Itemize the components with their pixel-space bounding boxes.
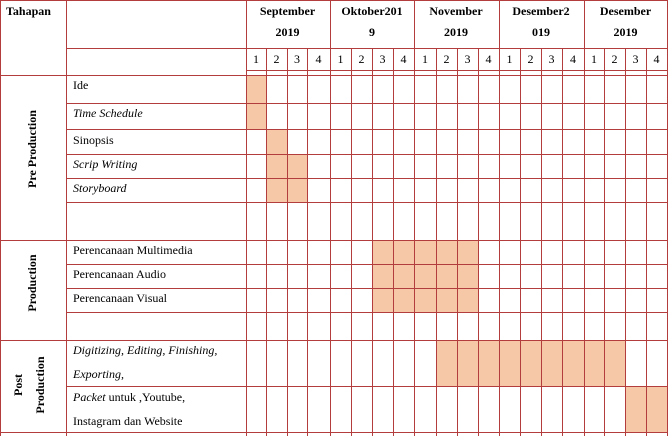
- schedule-fill-cell: [267, 179, 287, 202]
- schedule-fill-cell: [267, 155, 287, 178]
- grid-line: [372, 48, 373, 436]
- month-header-desember-a: [499, 4, 583, 18]
- phase-label-production: Production: [25, 254, 39, 312]
- schedule-fill-cell: [437, 341, 457, 386]
- tahapan-header: Tahapan: [6, 4, 51, 18]
- month-year-desember-b: [584, 25, 667, 39]
- schedule-fill-cell: [394, 241, 414, 264]
- week-number: 1: [337, 52, 344, 66]
- week-number: 4: [570, 52, 576, 66]
- week-number: 2: [611, 52, 618, 66]
- phase-label-post-line2: Production: [33, 356, 47, 414]
- week-number: 4: [315, 52, 322, 66]
- month-label-line2: 2019: [444, 25, 468, 39]
- month-year-september: [246, 25, 329, 39]
- month-label-line2: 9: [369, 25, 375, 39]
- schedule-fill-cell: [647, 387, 667, 432]
- week-number: 2: [273, 52, 280, 66]
- month-year-oktober: [330, 25, 414, 39]
- grid-line: [66, 48, 668, 49]
- schedule-fill-cell: [458, 341, 478, 386]
- week-number: 3: [294, 52, 300, 66]
- month-label-line1: November: [429, 4, 483, 18]
- schedule-fill-cell: [373, 265, 393, 288]
- month-label-line2: 019: [532, 25, 550, 39]
- grid-line: [646, 48, 647, 436]
- task-sinopsis: Sinopsis: [73, 133, 114, 147]
- grid-line: [66, 103, 668, 104]
- grid-line: [0, 240, 668, 241]
- grid-line: [66, 202, 668, 203]
- week-number: 1: [506, 52, 513, 66]
- schedule-fill-cell: [458, 241, 478, 264]
- schedule-fill-cell: [458, 289, 478, 312]
- grid-line: [478, 48, 479, 436]
- task-scrip-writing: Scrip Writing: [73, 157, 138, 171]
- schedule-fill-cell: [605, 341, 625, 386]
- schedule-fill-cell: [437, 289, 457, 312]
- schedule-fill-cell: [415, 289, 436, 312]
- week-number: 3: [379, 52, 386, 66]
- grid-line: [66, 386, 668, 387]
- grid-line: [0, 0, 668, 1]
- schedule-fill-cell: [563, 341, 584, 386]
- week-number: 4: [400, 52, 407, 66]
- month-header-desember-b: [584, 4, 667, 18]
- grid-line: [66, 178, 668, 179]
- week-number: 1: [253, 52, 259, 66]
- grid-line: [66, 312, 668, 313]
- schedule-fill-cell: [288, 155, 307, 178]
- task-perencanaan-visual: Perencanaan Visual: [73, 291, 168, 305]
- month-header-oktober: [330, 4, 414, 18]
- grid-line: [307, 48, 308, 436]
- schedule-fill-cell: [415, 241, 436, 264]
- week-number: 2: [527, 52, 534, 66]
- month-label-line1: September: [259, 4, 316, 18]
- task-perencanaan-audio: Perencanaan Audio: [73, 267, 166, 281]
- month-header-september: [246, 4, 329, 18]
- month-year-november: [414, 25, 498, 39]
- schedule-fill-cell: [542, 341, 562, 386]
- grid-line: [0, 432, 668, 433]
- schedule-fill-cell: [415, 265, 436, 288]
- grid-line: [351, 48, 352, 436]
- schedule-fill-cell: [479, 341, 499, 386]
- month-year-desember-a: [499, 25, 583, 39]
- schedule-fill-cell: [437, 265, 457, 288]
- grid-line: [604, 48, 605, 436]
- month-label-line1: Oktober201: [341, 4, 403, 18]
- week-number: 1: [422, 52, 428, 66]
- grid-line: [0, 0, 1, 436]
- schedule-fill-cell: [626, 387, 646, 432]
- schedule-fill-cell: [521, 341, 541, 386]
- task-digitizing-line1: Digitizing, Editing, Finishing,: [73, 343, 218, 357]
- task-digitizing-line2: Exporting,: [73, 367, 124, 381]
- grid-line: [393, 48, 394, 436]
- grid-line: [541, 48, 542, 436]
- week-number: 3: [548, 52, 555, 66]
- schedule-fill-cell: [288, 179, 307, 202]
- grid-line: [457, 48, 458, 436]
- month-label-line2: 2019: [613, 25, 638, 39]
- grid-line: [330, 48, 331, 436]
- schedule-fill-cell: [394, 265, 414, 288]
- grid-line: [66, 0, 67, 436]
- task-packet-rest: untuk ,Youtube,: [105, 390, 186, 404]
- month-label-line1: Desember2: [512, 4, 570, 18]
- schedule-fill-cell: [458, 265, 478, 288]
- grid-line: [66, 264, 668, 265]
- task-packet-line1: [73, 390, 185, 404]
- phase-label-pre-production: Pre Production: [25, 110, 39, 188]
- month-header-november: [414, 4, 498, 18]
- grid-line: [0, 340, 668, 341]
- month-label-line2: 2019: [275, 25, 300, 39]
- week-number: 2: [358, 52, 365, 66]
- week-number: 3: [632, 52, 639, 66]
- task-perencanaan-multimedia: Perencanaan Multimedia: [73, 243, 193, 257]
- task-packet-italic: Packet: [73, 390, 106, 404]
- grid-line: [246, 48, 247, 436]
- schedule-fill-cell: [437, 241, 457, 264]
- month-label-line1: Desember: [599, 4, 652, 18]
- week-number: 4: [485, 52, 492, 66]
- task-storyboard: Storyboard: [73, 181, 127, 195]
- schedule-fill-cell: [373, 241, 393, 264]
- grid-line: [0, 75, 668, 76]
- task-time-schedule: Time Schedule: [73, 106, 143, 120]
- phase-label-post-line1: Post: [11, 374, 25, 396]
- grid-line: [584, 48, 585, 436]
- grid-line: [287, 48, 288, 436]
- schedule-fill-cell: [247, 76, 266, 103]
- week-number: 3: [464, 52, 471, 66]
- grid-line: [266, 48, 267, 436]
- schedule-fill-cell: [585, 341, 604, 386]
- task-packet-line2: Instagram dan Website: [73, 414, 183, 428]
- grid-line: [625, 48, 626, 436]
- schedule-fill-cell: [267, 130, 287, 154]
- week-number: 4: [653, 52, 660, 66]
- grid-line: [414, 48, 415, 436]
- grid-line: [66, 154, 668, 155]
- grid-line: [562, 48, 563, 436]
- schedule-fill-cell: [500, 341, 520, 386]
- grid-line: [66, 288, 668, 289]
- schedule-fill-cell: [373, 289, 393, 312]
- grid-line: [499, 48, 500, 436]
- week-number: 1: [591, 52, 597, 66]
- week-number: 2: [443, 52, 450, 66]
- grid-line: [66, 129, 668, 130]
- grid-line: [436, 48, 437, 436]
- task-ide: Ide: [73, 78, 89, 92]
- schedule-fill-cell: [394, 289, 414, 312]
- schedule-fill-cell: [247, 104, 266, 129]
- grid-line: [520, 48, 521, 436]
